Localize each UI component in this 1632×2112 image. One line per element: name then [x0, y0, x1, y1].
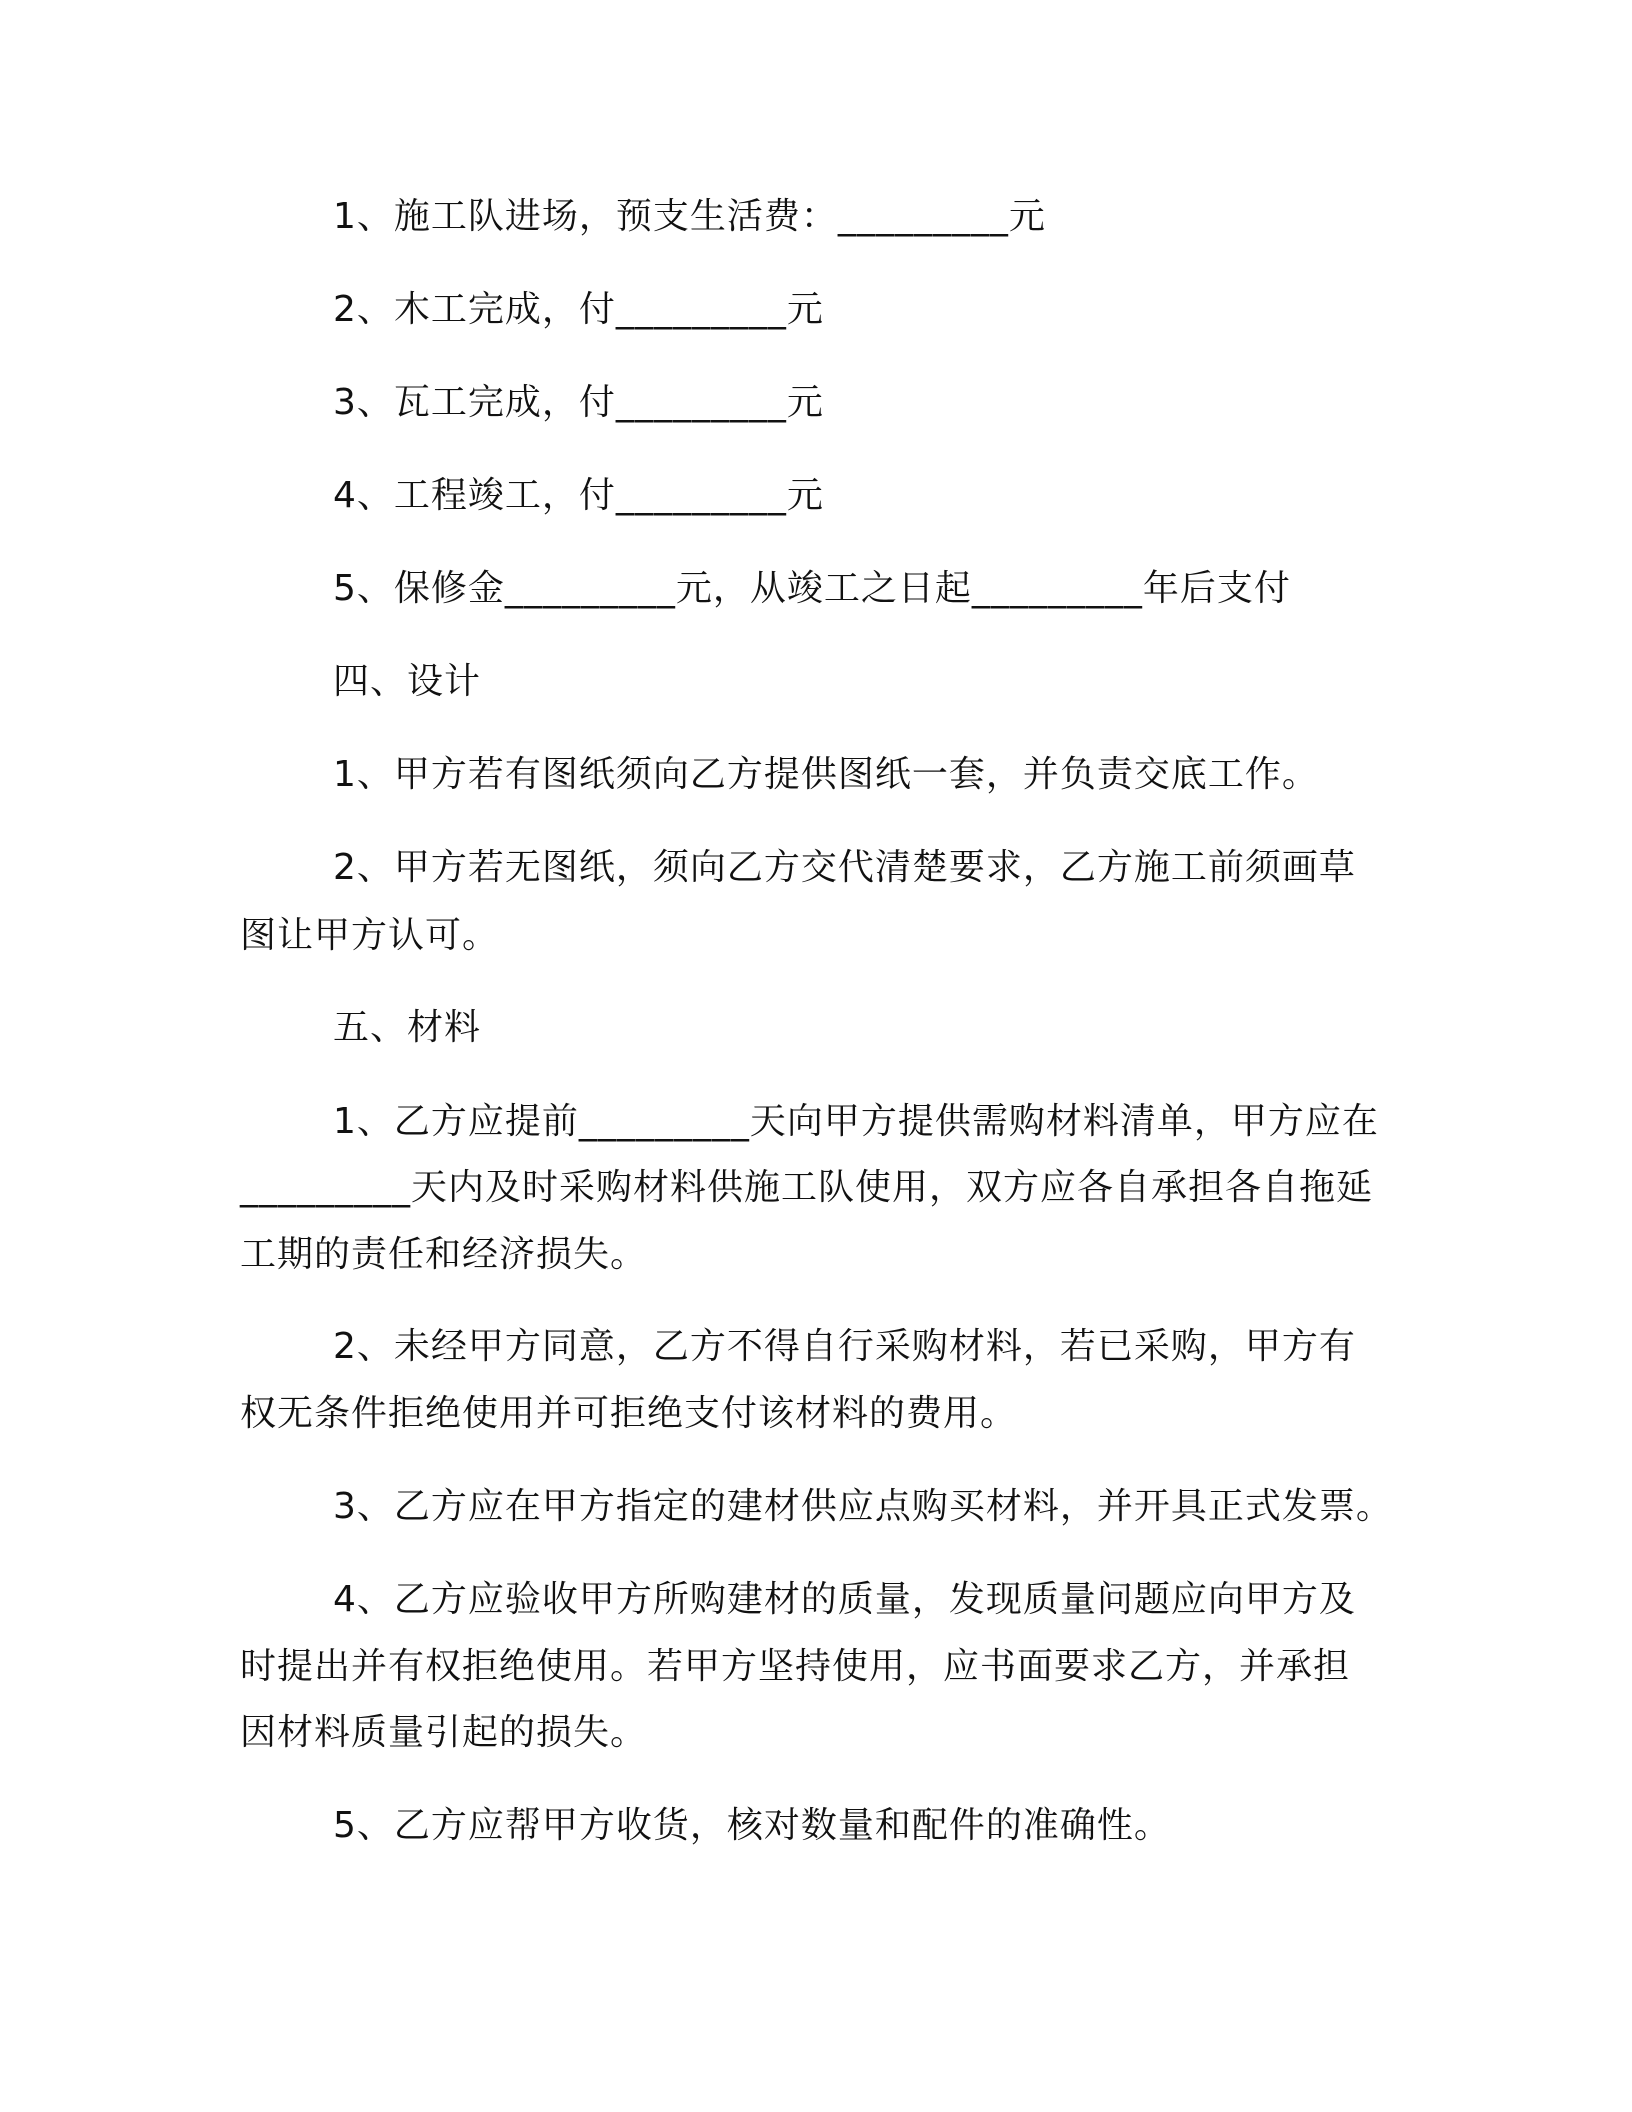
- materials-item-1-cont-1: _________天内及时采购材料供施工队使用，双方应各自承担各自拖延: [240, 1167, 1374, 1208]
- materials-item-4-cont-2: 因材料质量引起的损失。: [240, 1712, 648, 1753]
- payment-item-3: 3、瓦工完成，付_________元: [333, 382, 824, 423]
- payment-item-1: 1、施工队进场，预支生活费：_________元: [333, 196, 1046, 237]
- payment-item-4: 4、工程竣工，付_________元: [333, 475, 824, 516]
- materials-item-2-cont: 权无条件拒绝使用并可拒绝支付该材料的费用。: [240, 1393, 1018, 1434]
- section-heading-materials: 五、材料: [333, 1007, 482, 1048]
- payment-item-2: 2、木工完成，付_________元: [333, 289, 824, 330]
- materials-item-1: 1、乙方应提前_________天向甲方提供需购材料清单，甲方应在: [333, 1101, 1379, 1142]
- design-item-2-cont: 图让甲方认可。: [240, 915, 500, 956]
- design-item-1: 1、甲方若有图纸须向乙方提供图纸一套，并负责交底工作。: [333, 754, 1319, 795]
- design-item-2: 2、甲方若无图纸，须向乙方交代清楚要求，乙方施工前须画草: [333, 847, 1356, 888]
- materials-item-1-cont-2: 工期的责任和经济损失。: [240, 1234, 648, 1275]
- materials-item-2: 2、未经甲方同意，乙方不得自行采购材料，若已采购，甲方有: [333, 1326, 1356, 1367]
- payment-item-5: 5、保修金_________元，从竣工之日起_________年后支付: [333, 568, 1291, 609]
- materials-item-4: 4、乙方应验收甲方所购建材的质量，发现质量问题应向甲方及: [333, 1579, 1356, 1620]
- materials-item-4-cont-1: 时提出并有权拒绝使用。若甲方坚持使用，应书面要求乙方，并承担: [240, 1646, 1351, 1687]
- materials-item-3: 3、乙方应在甲方指定的建材供应点购买材料，并开具正式发票。: [333, 1486, 1393, 1527]
- materials-item-5: 5、乙方应帮甲方收货，核对数量和配件的准确性。: [333, 1805, 1171, 1846]
- section-heading-design: 四、设计: [333, 661, 482, 702]
